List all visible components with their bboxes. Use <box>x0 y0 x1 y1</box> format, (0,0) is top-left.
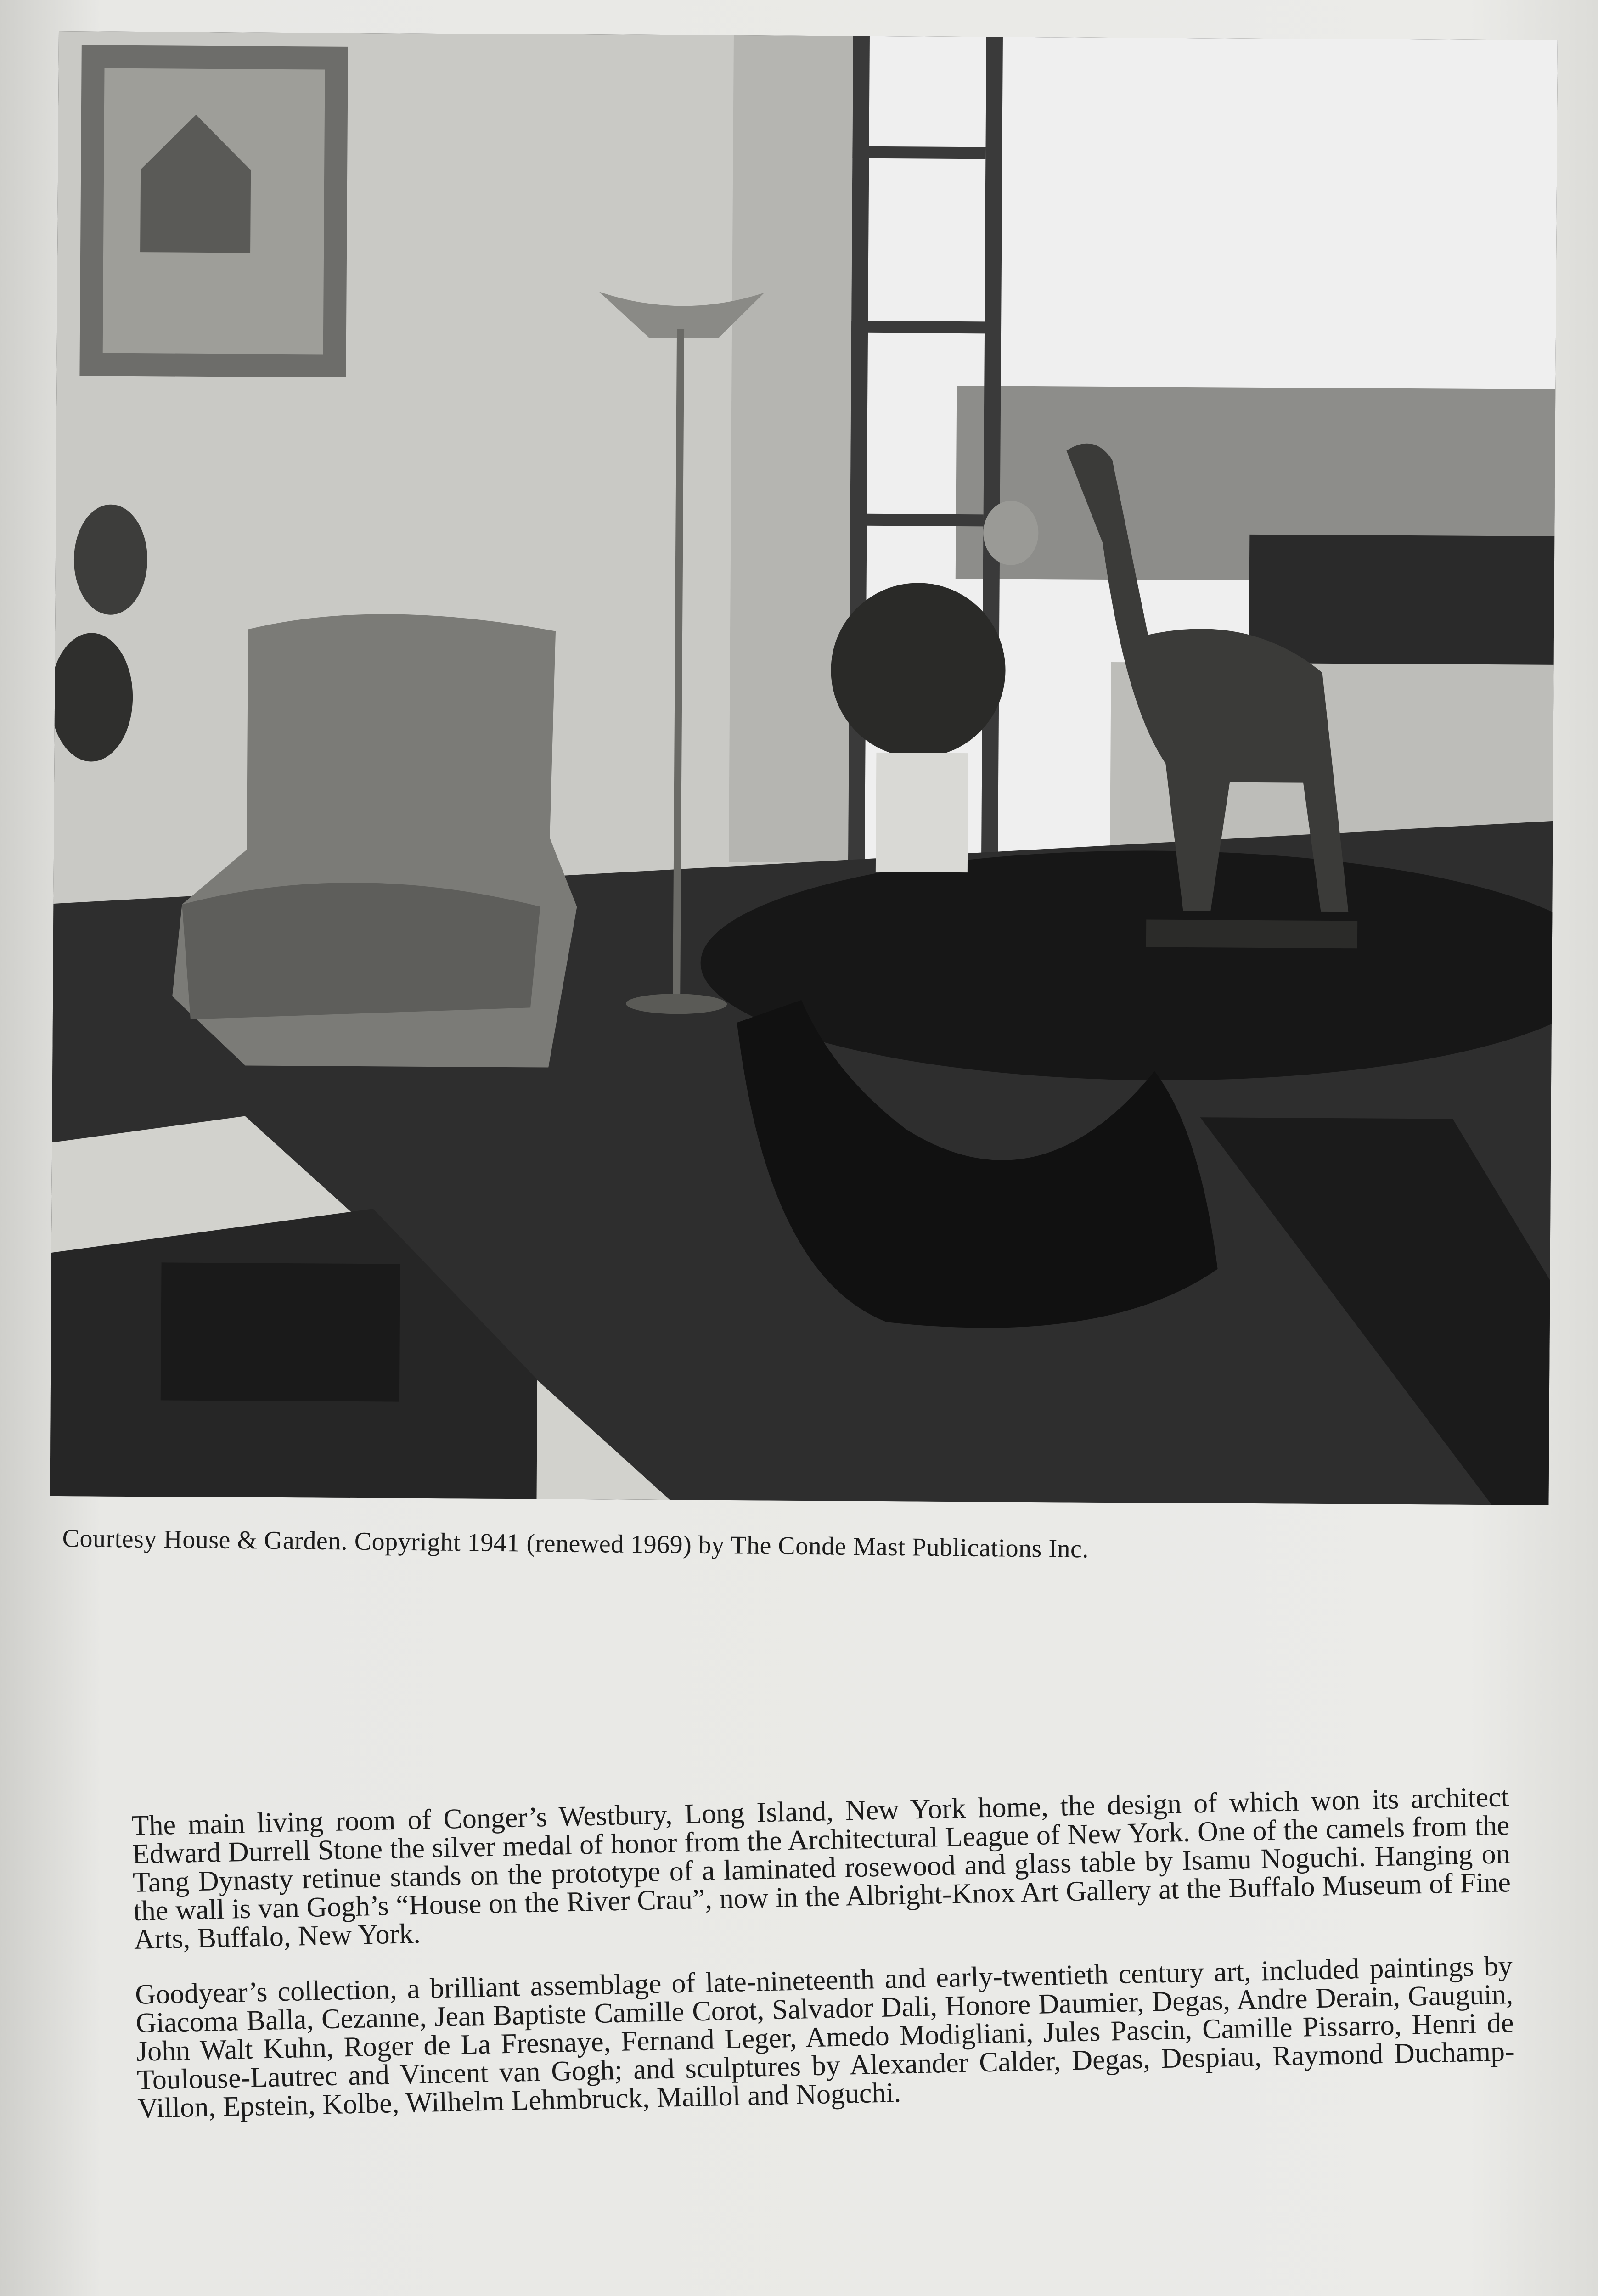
window-muntin <box>852 146 985 159</box>
garden-statue <box>983 501 1039 565</box>
plant-leaf <box>50 633 133 762</box>
photo-caption: Courtesy House & Garden. Copyright 1941 (renewed 1969) by The Conde Mast Publications Inc. <box>62 1524 1089 1564</box>
armchair-cushion <box>181 882 540 1022</box>
camel-base <box>1146 920 1357 949</box>
plant-leaf <box>73 504 147 615</box>
living-room-photograph <box>50 31 1558 1505</box>
curtain <box>729 35 853 863</box>
window-muntin <box>851 321 985 334</box>
body-text <box>131 1783 1516 2150</box>
potted-plant <box>830 582 1006 758</box>
window-muntin <box>850 514 983 527</box>
paragraph-collection: Goodyear’s collection, a brilliant assemblage of late-nineteenth and early-twentieth century art, included paintings by Giacoma Balla, Cezanne, Jean Baptiste Camille Corot, Salvador Dali, Honore Daumier, Degas, Andre Derain, Gauguin, John Walt Kuhn, Roger de La Fresnaye, Fernand Leger, Amedo Modigliani, Jules Pascin, Camille Pissarro, Henri de Toulouse-Lautrec and Vincent van Gogh; and sculptures by Alexander Calder, Degas, Despiau, Raymond Duchamp-Villon, Epstein, Kolbe, Wilhelm Lehmbruck, Maillol and Noguchi. <box>135 1950 1515 2124</box>
book-on-table <box>161 1262 400 1401</box>
plant-pot <box>876 753 968 872</box>
hedge <box>1249 535 1555 674</box>
paragraph-living-room: The main living room of Conger’s Westbury, Long Island, New York home, the design of which won its architect Edward Durrell Stone the silver medal of honor from the Architectural League of New York. One of the camels from the Tang Dynasty retinue stands on the prototype of a laminated rosewood and glass table by Isamu Noguchi. Hanging on the wall is van Gogh’s “House on the River Crau”, now in the Albright-Knox Art Gallery at the Buffalo Museum of Fine Arts, Buffalo, New York. <box>131 1781 1511 1955</box>
photo-illustration <box>50 31 1558 1505</box>
